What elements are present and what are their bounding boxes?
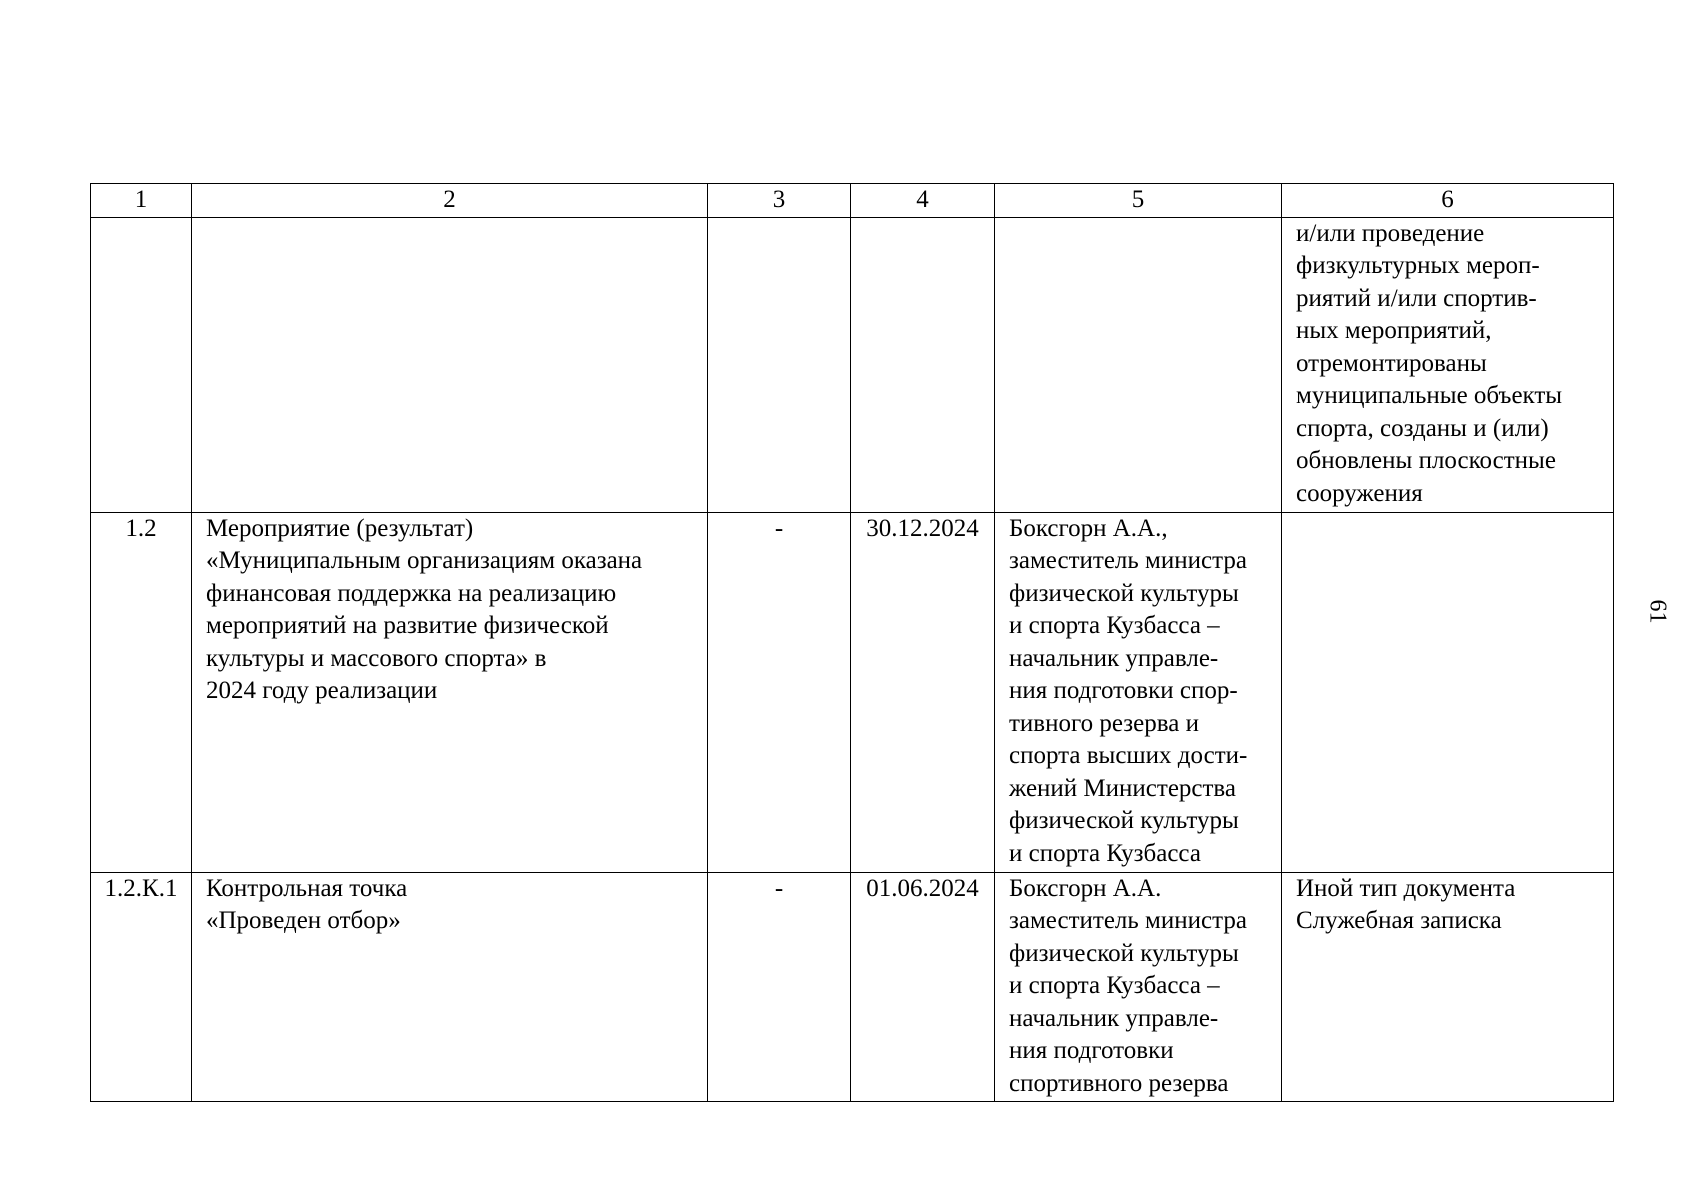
cell-date: 30.12.2024 [851,512,995,872]
cell-responsible: Боксгорн А.А. заместитель министра физической культуры и спорта Кузбасса – начальник управле- ния подготовки спортивного резерва [995,872,1282,1101]
cell-document [1282,512,1614,872]
cell-number: 1.2 [91,512,192,872]
cell-responsible: Боксгорн А.А., заместитель министра физической культуры и спорта Кузбасса – начальник управле- ния подготовки спор- тивного резерва и спорта высших дости- жений Министерства физической культуры и спорта Кузбасса [995,512,1282,872]
cell-col3: - [708,512,851,872]
column-number-1: 1 [91,184,192,218]
table-row [91,872,1614,1101]
cell-date: 01.06.2024 [851,872,995,1101]
table-header-row [91,184,1614,218]
column-number-3: 3 [708,184,851,218]
table-row [91,512,1614,872]
cell-name: Мероприятие (результат) «Муниципальным организациям оказана финансовая поддержка на реализацию мероприятий на развитие физической культуры и массового спорта» в 2024 году реализации [192,512,708,872]
cell-name: Контрольная точка «Проведен отбор» [192,872,708,1101]
cell-number [91,217,192,512]
cell-document: и/или проведение физкультурных мероп- риятий и/или спортив- ных мероприятий, отремонтированы муниципальные объекты спорта, созданы и (или) обновлены плоскостные сооружения [1282,217,1614,512]
document-table [90,183,1614,1102]
cell-col3 [708,217,851,512]
cell-responsible [995,217,1282,512]
table-row [91,217,1614,512]
column-number-4: 4 [851,184,995,218]
column-number-2: 2 [192,184,708,218]
cell-number: 1.2.К.1 [91,872,192,1101]
column-number-5: 5 [995,184,1282,218]
cell-name [192,217,708,512]
cell-date [851,217,995,512]
column-number-6: 6 [1282,184,1614,218]
cell-document: Иной тип документа Служебная записка [1282,872,1614,1101]
page-number: 61 [1644,599,1671,624]
cell-col3: - [708,872,851,1101]
